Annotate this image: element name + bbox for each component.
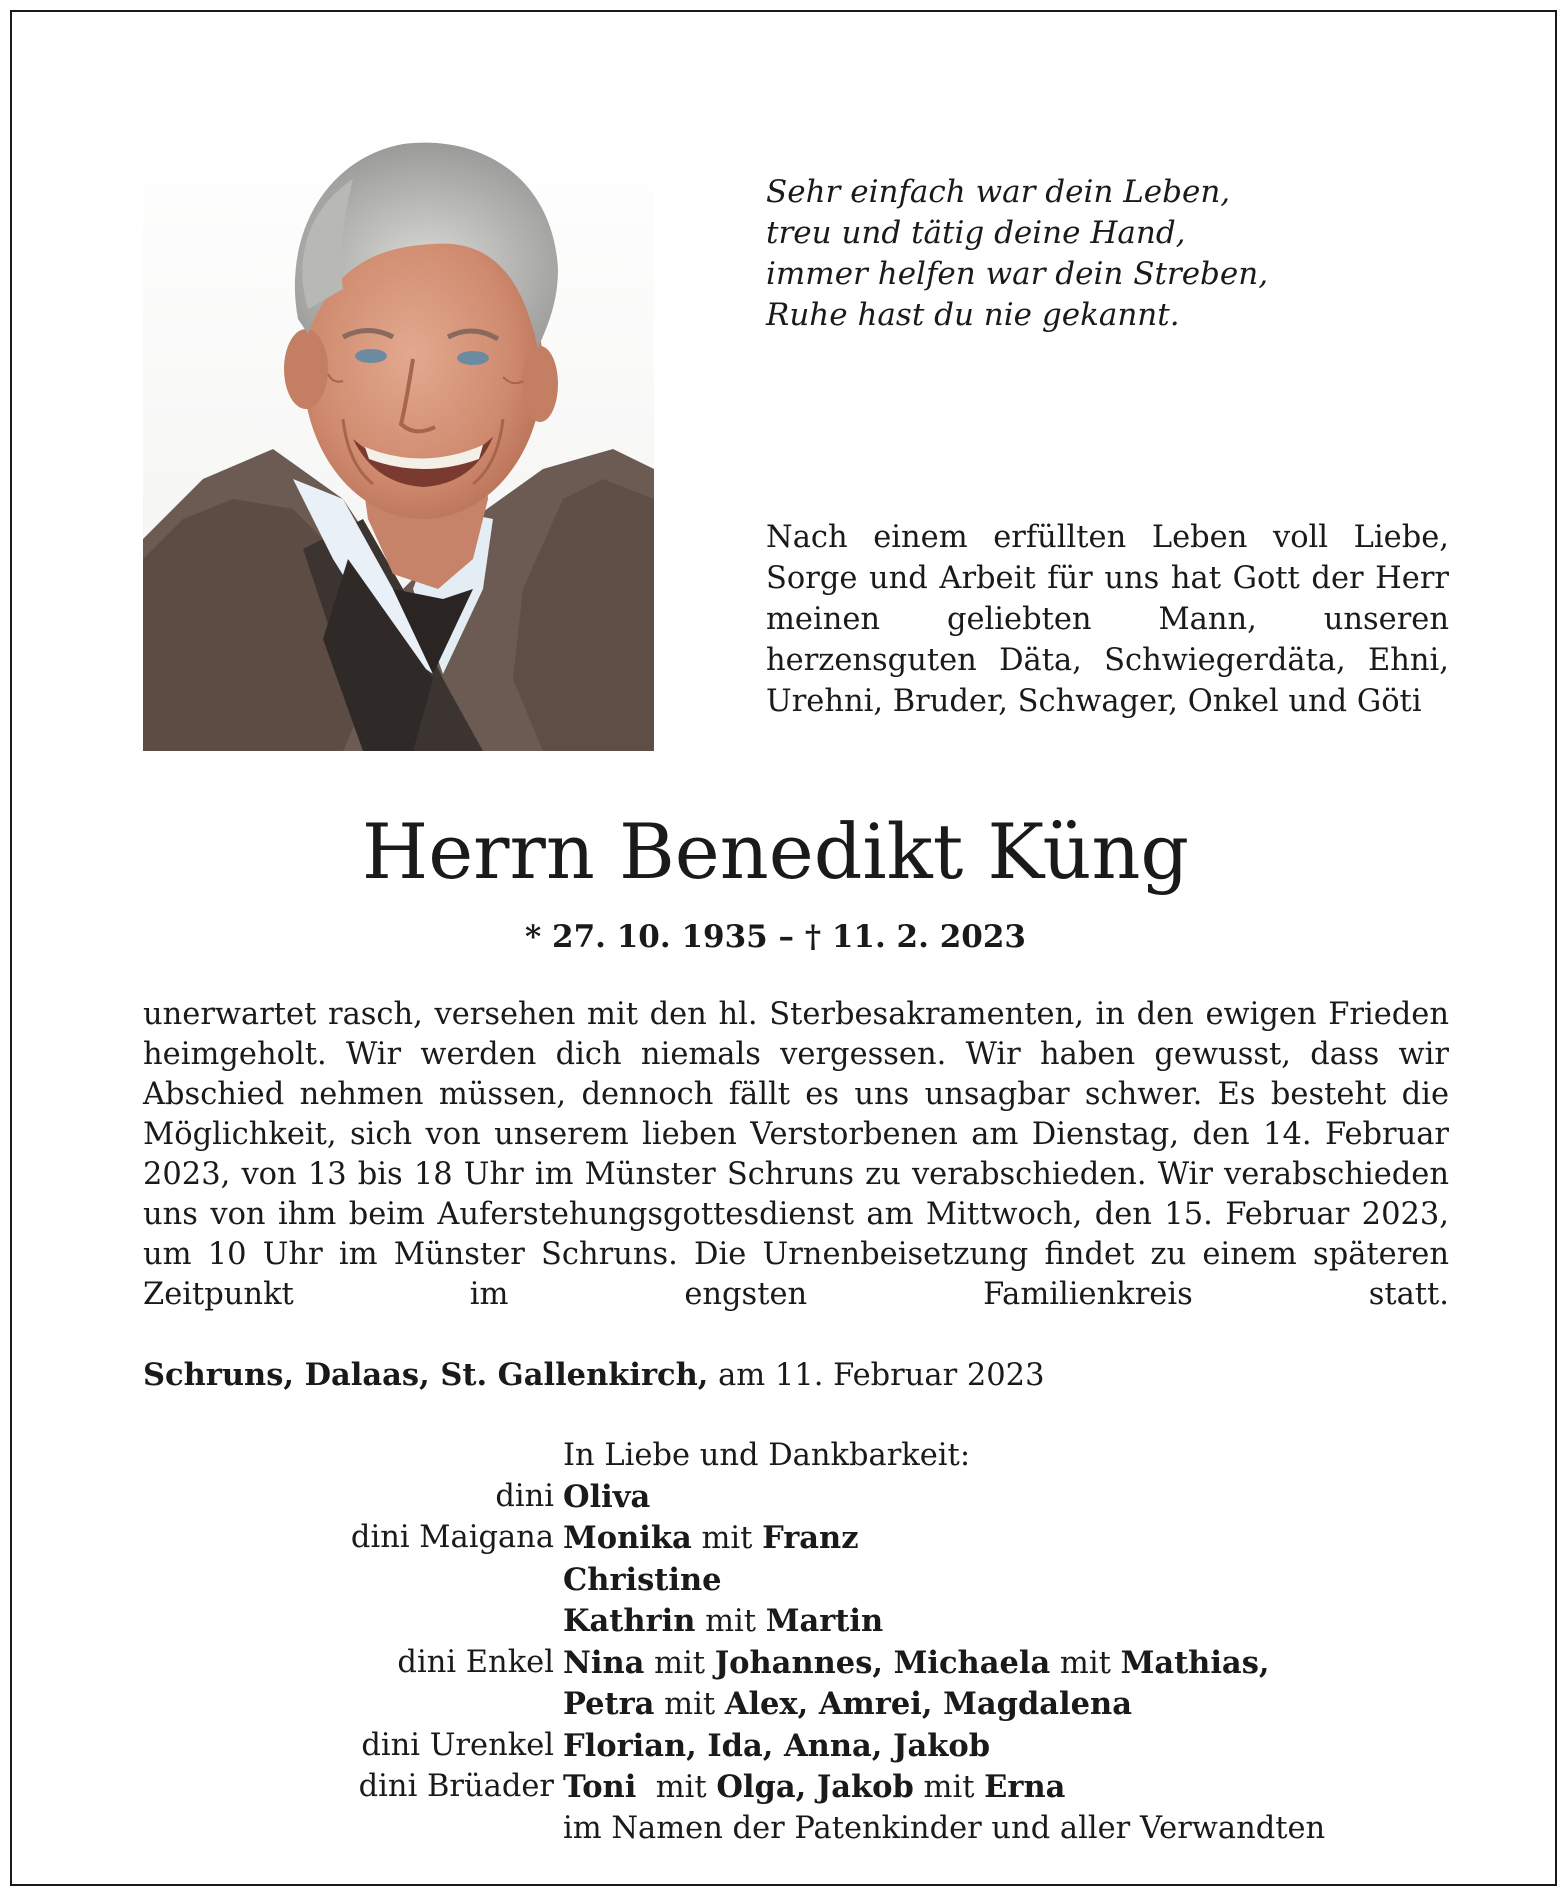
connector-text: mit: [644, 1645, 715, 1681]
mourner-name: Monika: [563, 1520, 692, 1556]
connector-text: mit: [691, 1521, 763, 1556]
connector-text: mit: [913, 1770, 985, 1805]
mourners-list: [143, 1436, 1449, 1849]
connector-text: mit: [1050, 1645, 1121, 1681]
deceased-name: Herrn Benedikt Küng: [361, 807, 1190, 896]
portrait-photo: [143, 119, 654, 751]
relation-label: dini: [495, 1478, 554, 1514]
life-dates: * 27. 10. 1935 – † 11. 2. 2023: [525, 919, 1026, 955]
mourner-names: [563, 1726, 1449, 1768]
mourner-names: [563, 1643, 1449, 1685]
mourner-name: Nina: [563, 1644, 645, 1681]
mourner-names: [563, 1684, 1449, 1726]
mourner-row: [143, 1767, 1449, 1809]
mourner-name: Olga, Jakob: [716, 1769, 914, 1805]
relation-label: dini Brüader: [358, 1769, 554, 1804]
mourner-name: Johannes, Michaela: [714, 1644, 1051, 1681]
mourner-names: [563, 1477, 1449, 1519]
notice-date: am 11. Februar 2023: [708, 1358, 1045, 1393]
mourner-row: [143, 1684, 1449, 1726]
intro-paragraph: Nach einem erfüllten Leben voll Liebe, Sorge und Arbeit für uns hat Gott der Herr meinen geliebten Mann, unseren herzensguten Däta, Schwiegerdäta, Ehni, Urehni, Bruder, Schwager, Onkel und Göti: [766, 520, 1449, 719]
memorial-poem: [766, 172, 1466, 336]
mourner-name: Erna: [984, 1769, 1066, 1805]
mourner-names: [563, 1601, 1449, 1643]
poem-line: Sehr einfach war dein Leben,: [766, 174, 1231, 210]
mourner-row: [143, 1726, 1449, 1768]
mourner-name: Alex, Amrei, Magdalena: [724, 1686, 1132, 1722]
relation-label: [143, 1601, 563, 1643]
relation-label: [143, 1684, 563, 1726]
mourner-names: [563, 1767, 1449, 1809]
mourner-name: Toni: [563, 1769, 637, 1805]
connector-text: mit: [654, 1687, 725, 1722]
places: Schruns, Dalaas, St. Gallenkirch,: [143, 1357, 709, 1393]
mourner-name: Franz: [762, 1520, 859, 1556]
mourner-name: Christine: [563, 1561, 722, 1598]
mourner-names: [563, 1809, 1449, 1850]
mourner-row: [143, 1477, 1449, 1519]
relation-label: dini Urenkel: [361, 1727, 554, 1763]
mourner-row: [143, 1518, 1449, 1560]
obituary-notice: [10, 10, 1557, 1886]
mourner-row: [143, 1643, 1449, 1685]
poem-line: Ruhe hast du nie gekannt.: [766, 297, 1180, 333]
connector-text: im Namen der Patenkinder und aller Verwandten: [563, 1810, 1326, 1846]
funeral-details-paragraph: unerwartet rasch, versehen mit den hl. Sterbesakramenten, in den ewigen Frieden heimgeholt. Wir werden dich niemals vergessen. Wir haben gewusst, dass wir Abschied nehmen müssen, dennoch fällt es uns unsagbar schwer. Es besteht die Möglichkeit, sich von unserem lieben Verstorbenen am Dienstag, den 14. Februar 2023, von 13 bis 18 Uhr im Münster Schruns zu verabschieden. Wir verabschieden uns von ihm beim Auferstehungsgottesdienst am Mittwoch, den 15. Februar 2023, um 10 Uhr im Münster Schruns. Die Urnenbeisetzung findet zu einem späteren Zeitpunkt im engsten Familienkreis statt.: [143, 997, 1449, 1312]
mourners-heading: In Liebe und Dankbarkeit:: [563, 1438, 971, 1473]
mourner-names: [563, 1518, 1449, 1560]
connector-text: mit: [636, 1770, 717, 1805]
mourners-heading-row: [143, 1436, 1449, 1477]
poem-line: immer helfen war dein Streben,: [766, 256, 1269, 292]
mourner-name: Kathrin: [563, 1603, 696, 1639]
mourner-row: [143, 1601, 1449, 1643]
mourner-name: Martin: [765, 1603, 884, 1639]
place-and-date: [143, 1355, 1449, 1396]
mourner-row: [143, 1560, 1449, 1602]
mourner-name: Petra: [563, 1686, 655, 1722]
relation-label: dini Enkel: [397, 1644, 554, 1680]
connector-text: mit: [695, 1604, 766, 1639]
mourner-name: Mathias,: [1120, 1644, 1270, 1681]
mourner-names: [563, 1560, 1449, 1602]
portrait-illustration: [143, 119, 654, 751]
relation-label: dini Maigana: [350, 1520, 554, 1555]
mourner-rows: [143, 1477, 1449, 1850]
relation-label: [143, 1809, 563, 1850]
mourner-row: [143, 1809, 1449, 1850]
mourner-name: Florian, Ida, Anna, Jakob: [563, 1727, 991, 1764]
relation-label: [143, 1560, 563, 1602]
poem-line: treu und tätig deine Hand,: [766, 215, 1186, 251]
mourner-name: Oliva: [563, 1478, 651, 1515]
